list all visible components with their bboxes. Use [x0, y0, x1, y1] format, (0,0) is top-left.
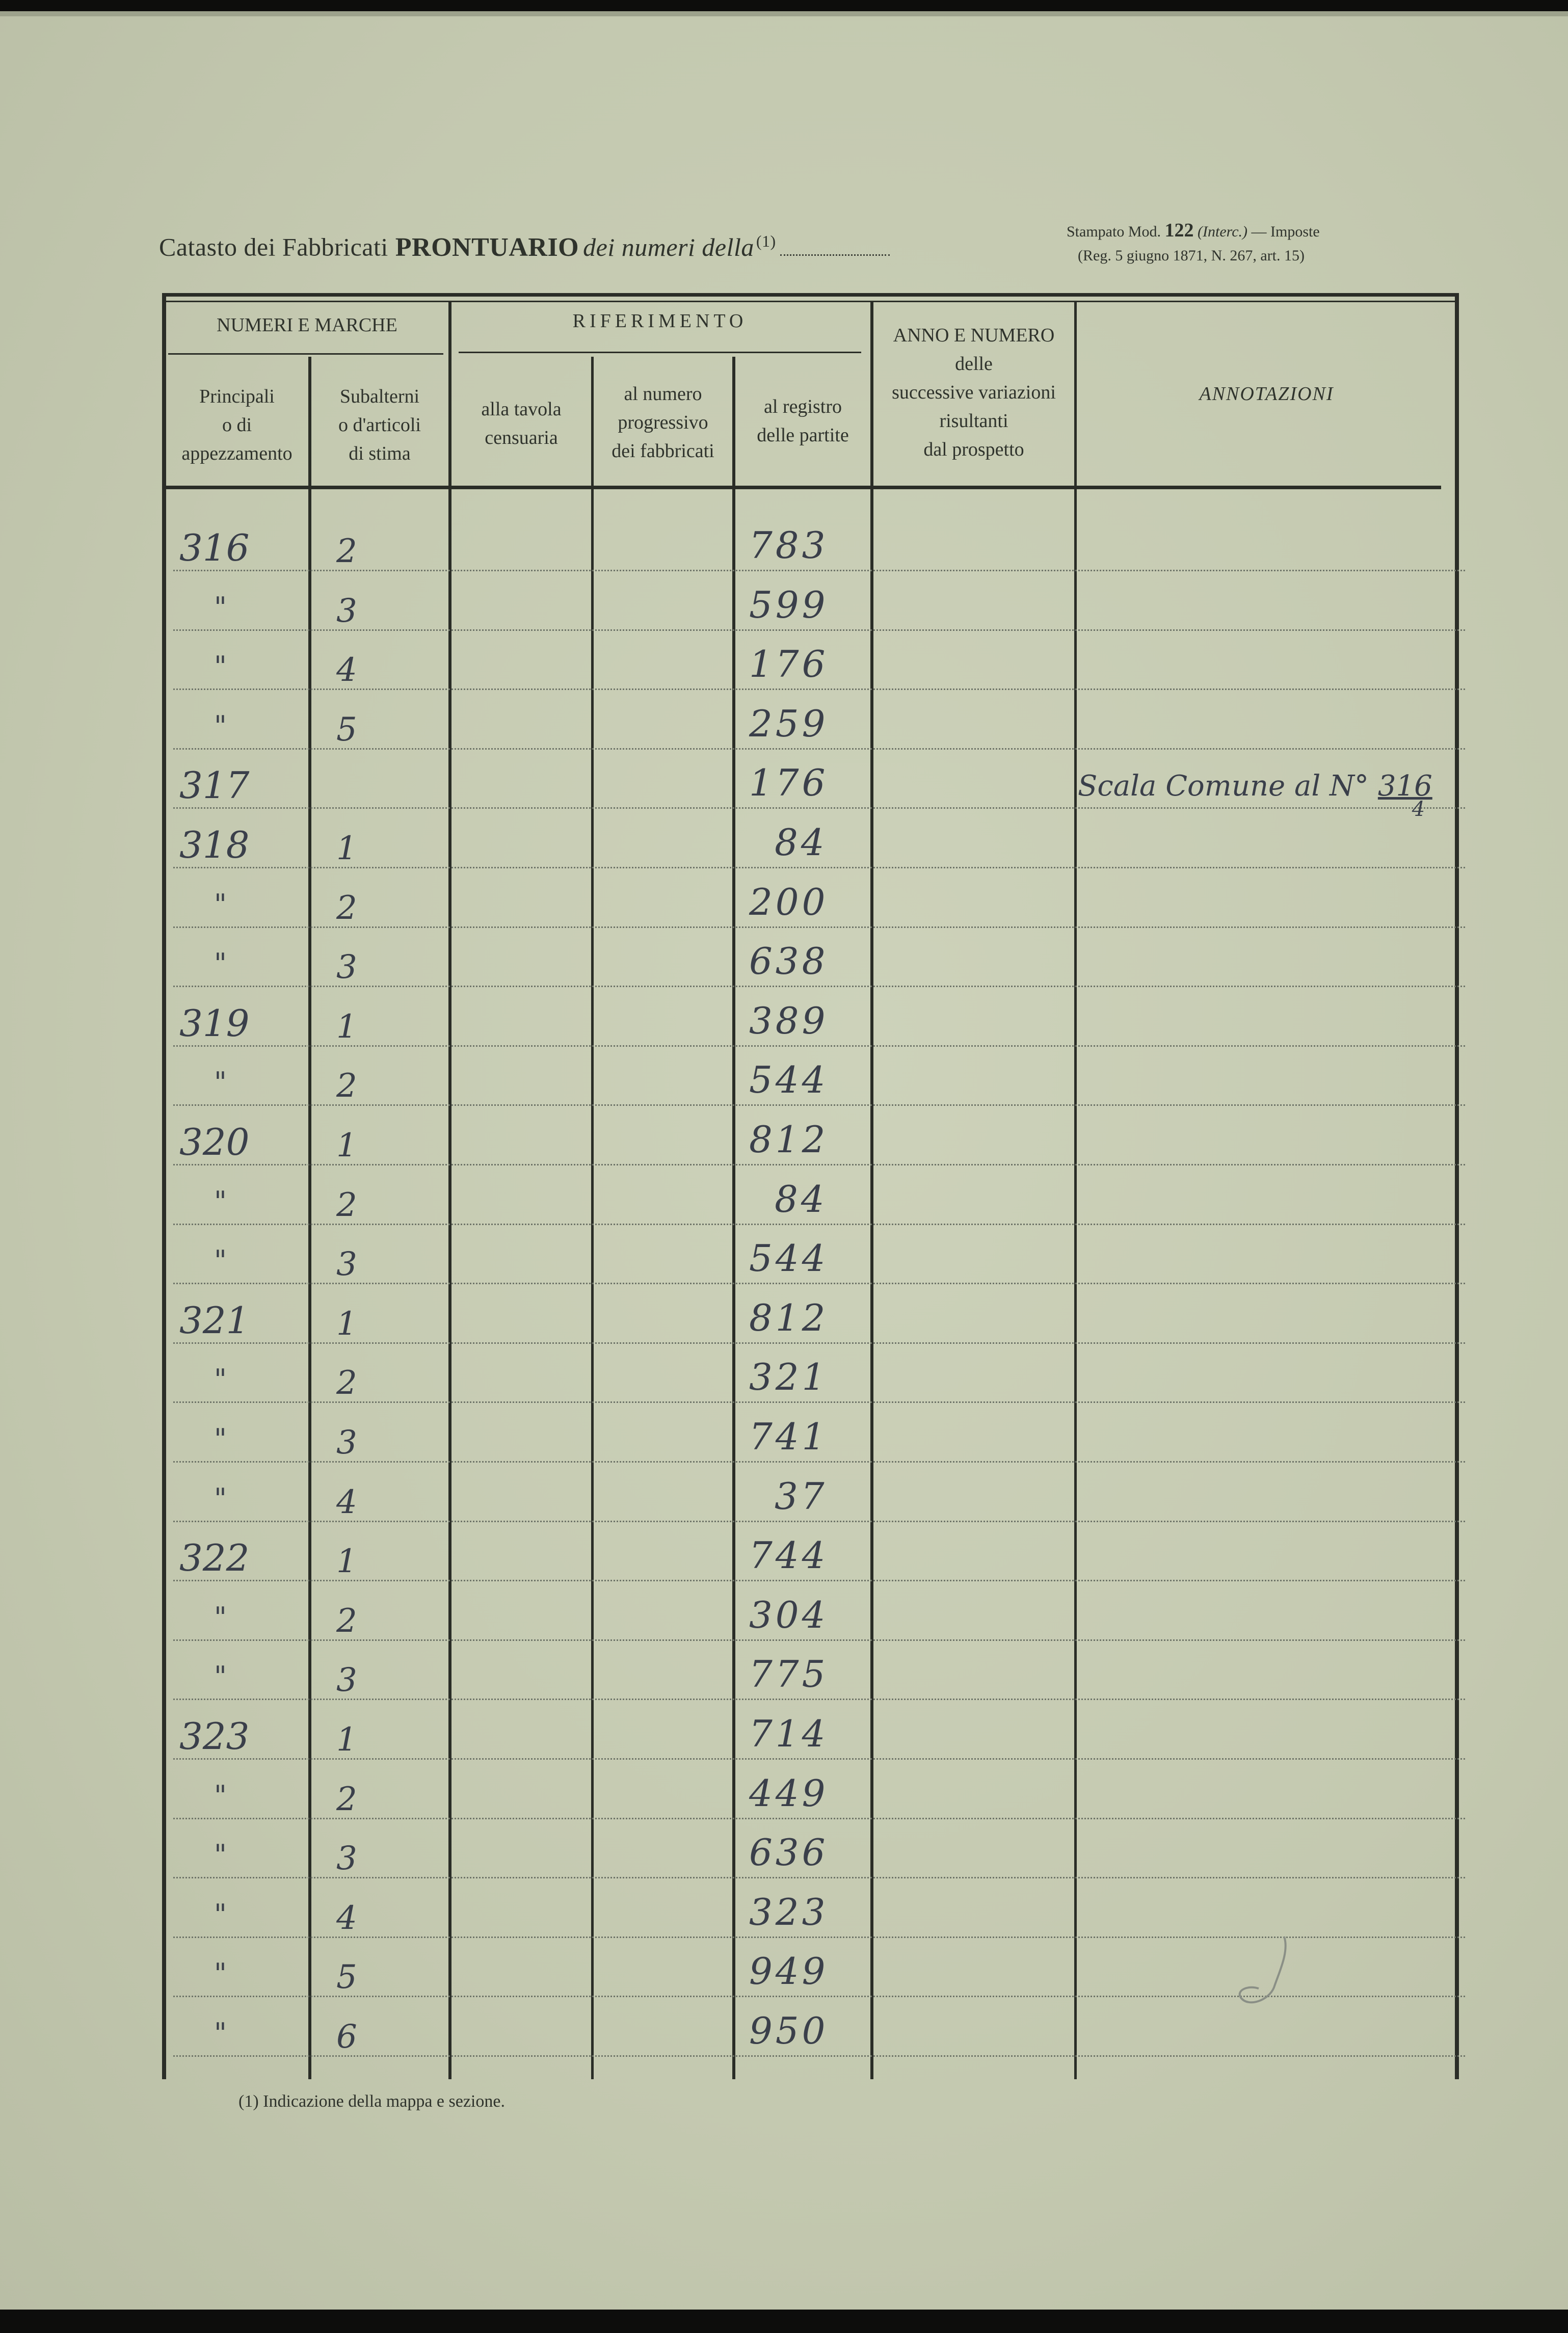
- header-registro-line1: al registro: [763, 396, 842, 417]
- table-top-border-2: [162, 301, 1459, 302]
- col-divider-1: [308, 357, 311, 2079]
- cell-partita: 949: [749, 1950, 829, 1993]
- header-anno-line2: delle: [955, 353, 993, 375]
- title-prontuario: PRONTUARIO: [395, 232, 579, 262]
- cell-subalterno: 2: [336, 1602, 357, 1640]
- cell-partita: 638: [749, 940, 829, 983]
- col-divider-5: [870, 301, 873, 2079]
- cell-principale: 323: [179, 1715, 250, 1758]
- sheet-top-edge: [0, 11, 1568, 16]
- title-catasto: Catasto dei Fabbricati: [159, 232, 388, 261]
- cell-subalterno: 4: [336, 1483, 357, 1521]
- cell-principale: ": [214, 1898, 227, 1930]
- header-numero-line2: progressivo: [618, 412, 708, 433]
- cell-partita: 812: [749, 1118, 829, 1161]
- cell-subalterno: 1: [336, 1543, 357, 1581]
- table-top-border: [162, 293, 1459, 297]
- annotation-sub: 4: [1412, 798, 1425, 821]
- row-dotted-line: [173, 1818, 1465, 1819]
- row-dotted-line: [173, 2055, 1465, 2057]
- cell-principale: ": [214, 1660, 227, 1693]
- cell-subalterno: 2: [336, 533, 357, 570]
- cell-subalterno: 3: [336, 1840, 357, 1878]
- regulation-reference: (Reg. 5 giugno 1871, N. 267, art. 15): [1078, 247, 1305, 264]
- row-dotted-line: [173, 1164, 1465, 1165]
- cell-subalterno: 1: [336, 1127, 357, 1164]
- table-right-border: [1455, 296, 1459, 2079]
- row-dotted-line: [173, 1224, 1465, 1225]
- cell-partita: 304: [749, 1593, 829, 1636]
- header-numeri-marche: NUMERI E MARCHE: [217, 314, 397, 336]
- stamp-imposte: — Imposte: [1251, 223, 1320, 240]
- header-registro-line2: delle partite: [757, 425, 849, 446]
- header-subalterni-line3: di stima: [349, 443, 411, 464]
- header-tavola-line2: censuaria: [485, 427, 558, 448]
- row-dotted-line: [173, 986, 1465, 987]
- cell-principale: ": [214, 1244, 227, 1277]
- row-dotted-line: [173, 1758, 1465, 1760]
- cell-principale: 317: [179, 764, 250, 807]
- cell-principale: ": [214, 1066, 227, 1099]
- cell-partita: 176: [749, 761, 829, 805]
- cell-subalterno: 2: [336, 1780, 357, 1818]
- cell-partita: 323: [749, 1890, 829, 1933]
- header-anno-line4: risultanti: [939, 410, 1008, 432]
- document-title: [159, 232, 974, 268]
- col-divider-3: [591, 357, 594, 2079]
- header-riferimento: RIFERIMENTO: [572, 310, 748, 332]
- cell-subalterno: 3: [336, 1661, 357, 1700]
- cell-subalterno: 3: [336, 592, 357, 630]
- row-dotted-line: [173, 1045, 1465, 1047]
- cell-partita: 200: [749, 880, 829, 923]
- cell-partita: 321: [749, 1356, 829, 1399]
- cell-subalterno: 3: [336, 948, 357, 987]
- cell-partita: 636: [749, 1831, 829, 1874]
- row-dotted-line: [173, 1283, 1465, 1284]
- cell-partita: 449: [749, 1771, 829, 1815]
- cell-subalterno: 2: [336, 1186, 357, 1224]
- stamp-interc: (Interc.): [1198, 223, 1247, 240]
- row-dotted-line: [173, 748, 1465, 750]
- header-subalterni-line1: Subalterni: [339, 386, 420, 407]
- cell-subalterno: 2: [336, 1364, 357, 1402]
- cell-subalterno: 1: [336, 1305, 357, 1343]
- header-anno-numero: [873, 321, 1074, 464]
- cell-partita: 84: [775, 1177, 828, 1221]
- stamp-mod-number: 122: [1164, 220, 1194, 241]
- cell-subalterno: 2: [336, 1067, 357, 1105]
- cell-subalterno: 6: [336, 2018, 357, 2056]
- cell-partita: 950: [749, 2009, 829, 2052]
- header-bottom-border: [162, 486, 1441, 489]
- cell-partita: 544: [749, 1058, 829, 1102]
- header-tavola: [451, 395, 591, 452]
- cell-principale: ": [214, 591, 227, 623]
- cell-principale: ": [214, 709, 227, 742]
- row-dotted-line: [173, 1461, 1465, 1463]
- annotation-number: 316: [1377, 770, 1432, 803]
- cell-subalterno: 4: [336, 1899, 357, 1937]
- cell-principale: 322: [179, 1536, 250, 1580]
- riferimento-group-underline: [459, 352, 861, 353]
- cell-principale: ": [214, 1185, 227, 1217]
- cell-partita: 741: [749, 1415, 829, 1458]
- cell-principale: ": [214, 1482, 227, 1515]
- cell-partita: 783: [749, 524, 829, 567]
- cell-principale: 319: [179, 1001, 250, 1045]
- header-anno-line1: ANNO E NUMERO: [893, 325, 1055, 346]
- cell-partita: 714: [749, 1712, 829, 1755]
- cell-principale: ": [214, 650, 227, 683]
- header-registro: [735, 392, 870, 449]
- row-dotted-line: [173, 926, 1465, 928]
- cell-principale: 321: [179, 1298, 250, 1342]
- cell-principale: ": [214, 947, 227, 980]
- cell-subalterno: 5: [336, 1958, 357, 1997]
- header-subalterni-line2: o d'articoli: [338, 414, 421, 436]
- header-anno-line5: dal prospetto: [923, 439, 1024, 460]
- header-annotazioni: ANNOTAZIONI: [1199, 383, 1334, 405]
- cell-principale: ": [214, 2017, 227, 2049]
- cell-subalterno: 2: [336, 889, 357, 927]
- header-principali: [166, 382, 308, 468]
- header-principali-line3: appezzamento: [181, 443, 293, 464]
- cell-principale: ": [214, 888, 227, 920]
- cell-partita: 775: [749, 1653, 829, 1696]
- header-anno-line3: successive variazioni: [892, 382, 1056, 403]
- row-dotted-line: [173, 1401, 1465, 1403]
- cell-principale: ": [214, 1423, 227, 1455]
- cell-subalterno: 1: [336, 1008, 357, 1046]
- cell-partita: 259: [749, 702, 829, 745]
- header-numero-progressivo: [594, 380, 732, 465]
- print-stamp-line: [1067, 219, 1372, 245]
- header-subalterni: [311, 382, 448, 468]
- row-dotted-line: [173, 570, 1465, 571]
- cell-principale: 316: [179, 526, 250, 569]
- title-numeri: dei numeri della: [583, 232, 754, 261]
- cell-partita: 389: [749, 999, 829, 1042]
- header-numero-line1: al numero: [624, 383, 702, 405]
- footnote: (1) Indicazione della mappa e sezione.: [238, 2092, 505, 2111]
- annotation-scala-comune: [1078, 770, 1465, 821]
- row-dotted-line: [173, 1342, 1465, 1344]
- header-principali-line2: o di: [222, 414, 252, 436]
- header-tavola-line1: alla tavola: [481, 399, 562, 420]
- title-footnote-ref: (1): [756, 232, 776, 250]
- cell-partita: 544: [749, 1237, 829, 1280]
- numeri-group-underline: [168, 353, 443, 355]
- cell-subalterno: 4: [336, 651, 357, 690]
- annotation-text: Scala Comune al N°: [1078, 770, 1369, 803]
- cell-partita: 176: [749, 643, 829, 686]
- cell-principale: 318: [179, 824, 250, 866]
- cell-principale: ": [214, 1601, 227, 1633]
- row-dotted-line: [173, 1521, 1465, 1522]
- row-dotted-line: [173, 629, 1465, 631]
- row-dotted-line: [173, 688, 1465, 690]
- cell-principale: 320: [179, 1121, 250, 1163]
- row-dotted-line: [173, 1639, 1465, 1641]
- col-divider-4: [732, 357, 735, 2079]
- pencil-mark-icon: [1228, 1931, 1310, 2013]
- cell-subalterno: 3: [336, 1424, 357, 1462]
- cell-subalterno: 5: [336, 710, 357, 749]
- cell-principale: ": [214, 1779, 227, 1812]
- row-dotted-line: [173, 1104, 1465, 1106]
- cell-principale: ": [214, 1957, 227, 1990]
- row-dotted-line: [173, 867, 1465, 868]
- cell-partita: 744: [749, 1534, 829, 1577]
- cell-subalterno: 1: [336, 830, 357, 867]
- cell-partita: 37: [775, 1474, 828, 1518]
- cell-partita: 84: [775, 821, 828, 864]
- cell-partita: 812: [749, 1296, 829, 1339]
- cell-subalterno: 1: [336, 1721, 357, 1759]
- cell-partita: 599: [749, 583, 829, 626]
- col-divider-6: [1074, 301, 1077, 2079]
- col-divider-2: [448, 301, 451, 2079]
- header-principali-line1: Principali: [199, 386, 275, 407]
- stamp-mod: Stampato Mod.: [1067, 223, 1161, 240]
- row-dotted-line: [173, 1877, 1465, 1878]
- cell-principale: ": [214, 1839, 227, 1871]
- title-blank-line: [780, 254, 890, 256]
- table-left-border: [162, 296, 166, 2079]
- cell-subalterno: 3: [336, 1245, 357, 1284]
- row-dotted-line: [173, 1580, 1465, 1581]
- header-numero-line3: dei fabbricati: [612, 440, 714, 462]
- row-dotted-line: [173, 1699, 1465, 1700]
- cell-principale: ": [214, 1363, 227, 1396]
